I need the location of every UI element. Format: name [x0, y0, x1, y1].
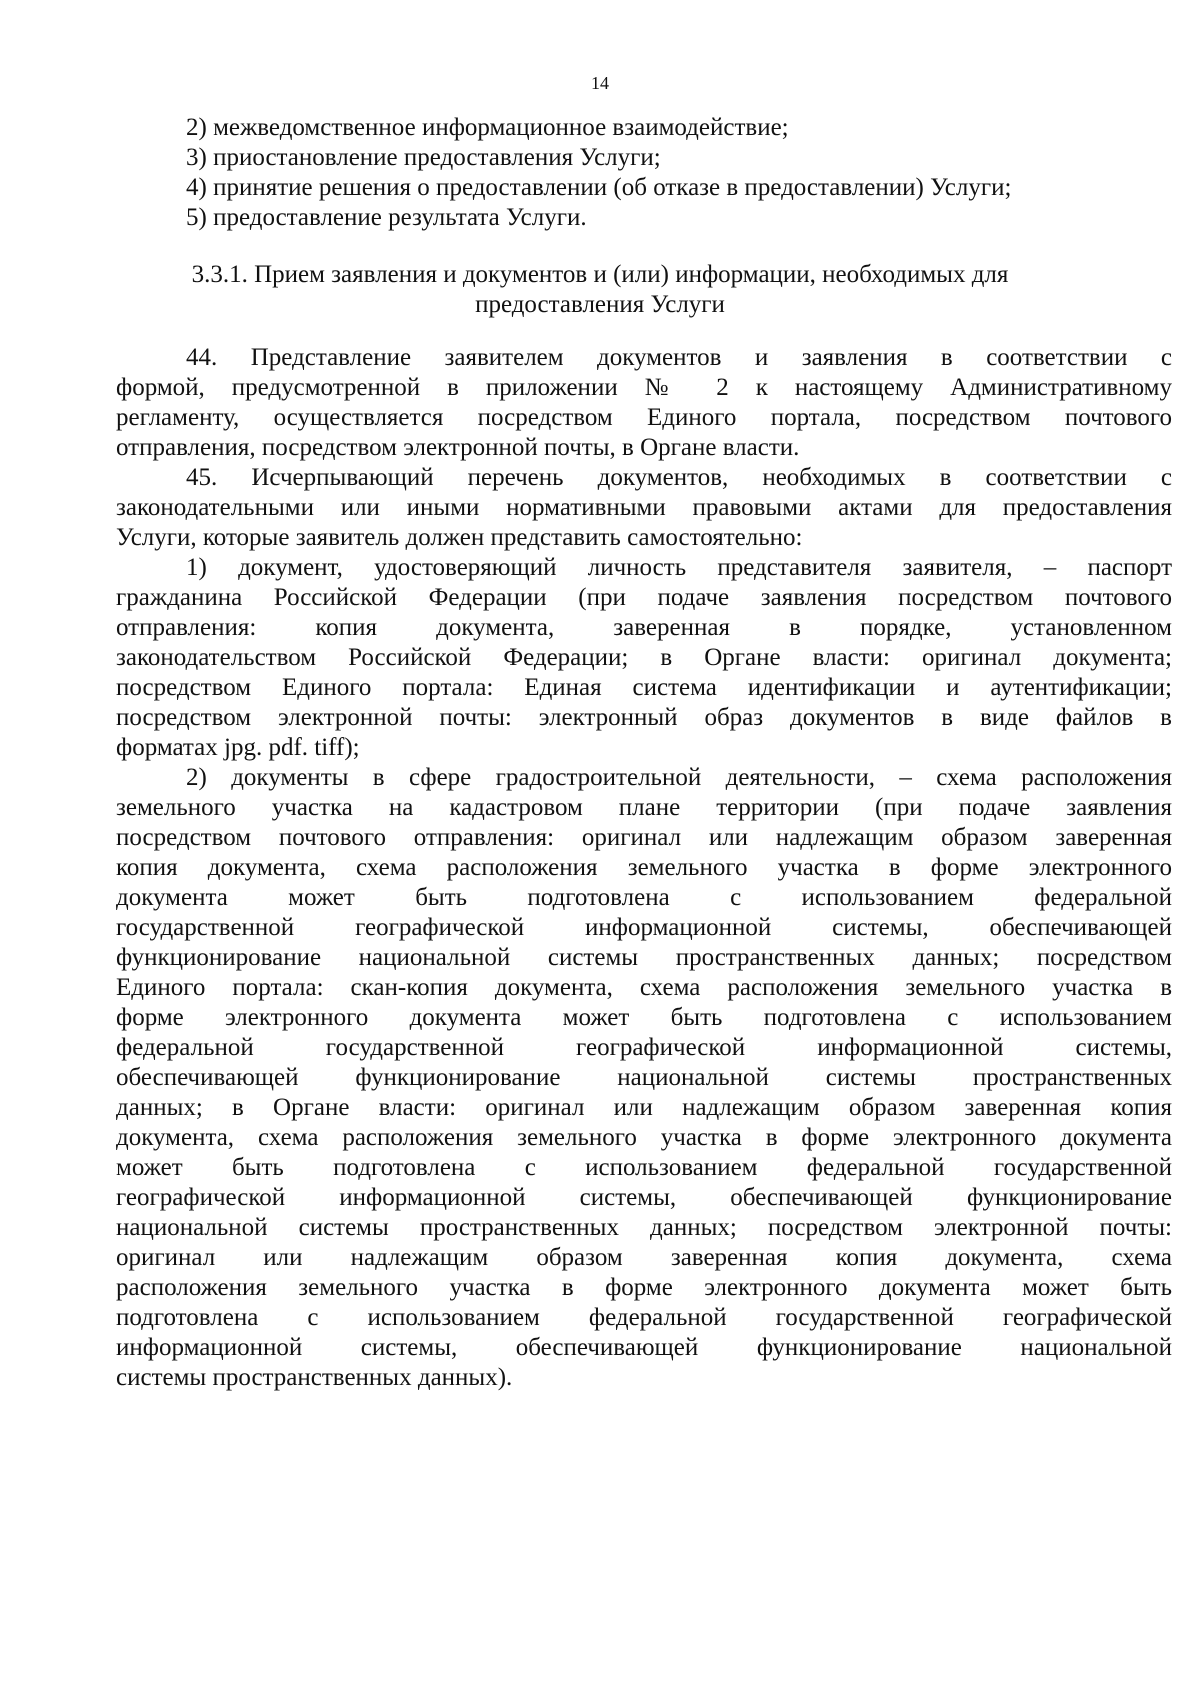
paragraph-line: функционирование национальной системы пространственных данных; посредством [116, 944, 1172, 971]
paragraph-line: 44. Представление заявителем документов и заявления в соответствии с [186, 344, 1172, 371]
paragraph-line: формой, предусмотренной в приложении № 2 к настоящему Административному [116, 374, 1172, 401]
section-heading: 3.3.1. Прием заявления и документов и (или) информации, необходимых для [191, 261, 1009, 288]
paragraph-line: форматах jpg. pdf. tiff); [116, 734, 360, 761]
list-item: 3) приостановление предоставления Услуги; [186, 144, 661, 171]
paragraph-line: посредством Единого портала: Единая система идентификации и аутентификации; [116, 674, 1172, 701]
paragraph-line: 45. Исчерпывающий перечень документов, необходимых в соответствии с [186, 464, 1172, 491]
list-item: 4) принятие решения о предоставлении (об отказе в предоставлении) Услуги; [186, 174, 1012, 201]
paragraph-line: законодательными или иными нормативными правовыми актами для предоставления [116, 494, 1172, 521]
paragraph-line: государственной географической информационной системы, обеспечивающей [116, 914, 1172, 941]
paragraph-line: информационной системы, обеспечивающей функционирование национальной [116, 1334, 1172, 1361]
page-number: 14 [591, 73, 609, 93]
paragraph-line: копия документа, схема расположения земельного участка в форме электронного [116, 854, 1172, 881]
paragraph-line: форме электронного документа может быть подготовлена с использованием [116, 1004, 1172, 1031]
paragraph-line: отправления, посредством электронной почты, в Органе власти. [116, 434, 800, 461]
paragraph-line: земельного участка на кадастровом плане территории (при подаче заявления [116, 794, 1172, 821]
paragraph-line: расположения земельного участка в форме электронного документа может быть [116, 1274, 1172, 1301]
paragraph-line: федеральной государственной географической информационной системы, [116, 1034, 1172, 1061]
section-heading: предоставления Услуги [475, 291, 725, 318]
paragraph-line: посредством почтового отправления: оригинал или надлежащим образом заверенная [116, 824, 1172, 851]
paragraph-line: географической информационной системы, обеспечивающей функционирование [116, 1184, 1172, 1211]
paragraph-line: законодательством Российской Федерации; в Органе власти: оригинал документа; [116, 644, 1172, 671]
paragraph-line: 2) документы в сфере градостроительной деятельности, – схема расположения [186, 764, 1172, 791]
paragraph-line: гражданина Российской Федерации (при подаче заявления посредством почтового [116, 584, 1172, 611]
paragraph-line: регламенту, осуществляется посредством Единого портала, посредством почтового [116, 404, 1172, 431]
list-item: 2) межведомственное информационное взаимодействие; [186, 114, 789, 141]
paragraph-line: обеспечивающей функционирование национальной системы пространственных [116, 1064, 1172, 1091]
paragraph-line: Единого портала: скан-копия документа, схема расположения земельного участка в [116, 974, 1172, 1001]
paragraph-line: данных; в Органе власти: оригинал или надлежащим образом заверенная копия [116, 1094, 1172, 1121]
paragraph-line: Услуги, которые заявитель должен представить самостоятельно: [116, 524, 803, 551]
paragraph-line: посредством электронной почты: электронный образ документов в виде файлов в [116, 704, 1172, 731]
paragraph-line: документа, схема расположения земельного участка в форме электронного документа [116, 1124, 1172, 1151]
paragraph-line: может быть подготовлена с использованием федеральной государственной [116, 1154, 1172, 1181]
paragraph-line: системы пространственных данных). [116, 1364, 513, 1391]
paragraph-line: оригинал или надлежащим образом заверенная копия документа, схема [116, 1244, 1172, 1271]
paragraph-line: документа может быть подготовлена с использованием федеральной [116, 884, 1172, 911]
paragraph-line: 1) документ, удостоверяющий личность представителя заявителя, – паспорт [186, 554, 1172, 581]
paragraph-line: отправления: копия документа, заверенная в порядке, установленном [116, 614, 1172, 641]
list-item: 5) предоставление результата Услуги. [186, 204, 587, 231]
paragraph-line: национальной системы пространственных данных; посредством электронной почты: [116, 1214, 1172, 1241]
paragraph-line: подготовлена с использованием федеральной государственной географической [116, 1304, 1172, 1331]
